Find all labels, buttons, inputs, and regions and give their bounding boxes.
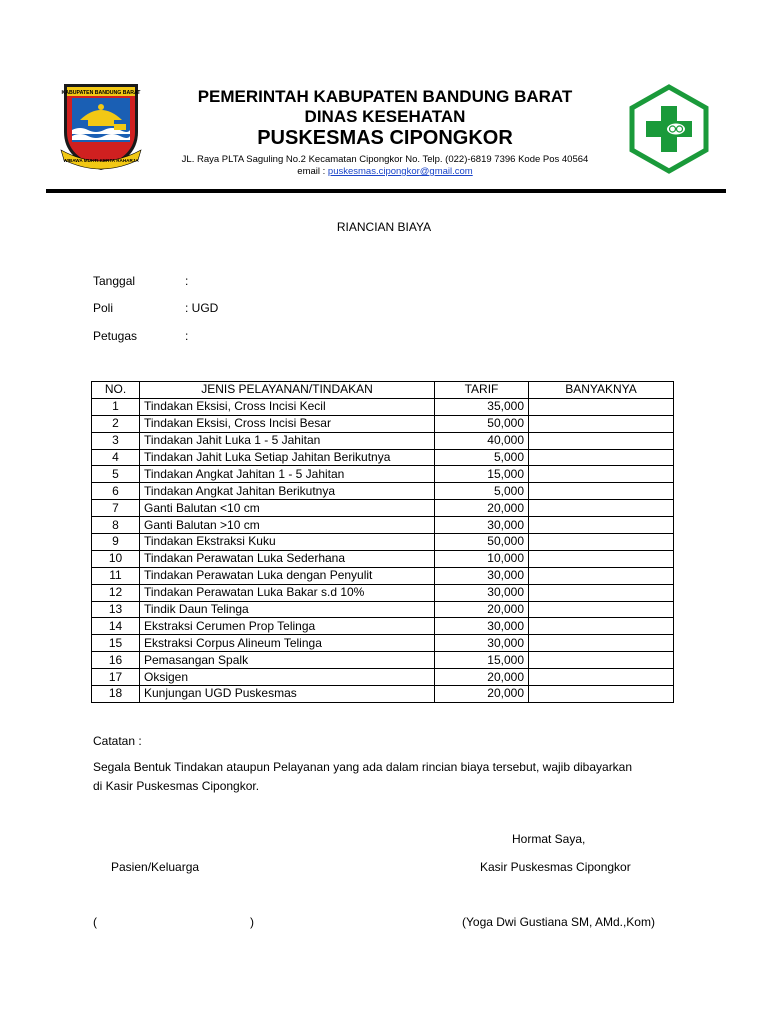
- table-row: [92, 432, 674, 449]
- row-quantity[interactable]: [529, 618, 674, 635]
- row-no: 12: [92, 584, 140, 601]
- row-service: Pemasangan Spalk: [140, 652, 435, 669]
- row-quantity[interactable]: [529, 483, 674, 500]
- row-service: Tindakan Angkat Jahitan 1 - 5 Jahitan: [140, 466, 435, 483]
- table-row: [92, 483, 674, 500]
- row-quantity[interactable]: [529, 517, 674, 534]
- patient-sign-close: ): [250, 915, 254, 929]
- row-no: 11: [92, 567, 140, 584]
- patient-sign-open: (: [93, 915, 97, 929]
- row-no: 10: [92, 550, 140, 567]
- email-line: [160, 166, 610, 177]
- row-service: Kunjungan UGD Puskesmas: [140, 686, 435, 703]
- kbb-crest-logo: [58, 80, 144, 174]
- row-tariff: 15,000: [435, 652, 529, 669]
- row-no: 1: [92, 398, 140, 415]
- row-quantity[interactable]: [529, 652, 674, 669]
- header-quantity: BANYAKNYA: [529, 382, 674, 399]
- row-tariff: 30,000: [435, 584, 529, 601]
- header-service: JENIS PELAYANAN/TINDAKAN: [140, 382, 435, 399]
- facility-address: JL. Raya PLTA Saguling No.2 Kecamatan Cipongkor No. Telp. (022)-6819 7396 Kode Pos 40564: [181, 154, 589, 165]
- row-no: 2: [92, 415, 140, 432]
- row-no: 17: [92, 669, 140, 686]
- row-tariff: 5,000: [435, 449, 529, 466]
- row-service: Tindakan Perawatan Luka Bakar s.d 10%: [140, 584, 435, 601]
- row-service: Tindakan Perawatan Luka dengan Penyulit: [140, 567, 435, 584]
- patient-role: Pasien/Keluarga: [111, 860, 200, 874]
- row-quantity[interactable]: [529, 449, 674, 466]
- table-row: [92, 567, 674, 584]
- row-no: 16: [92, 652, 140, 669]
- date-value: :: [185, 274, 189, 288]
- row-quantity[interactable]: [529, 669, 674, 686]
- row-no: 13: [92, 601, 140, 618]
- crest-banner-text: KABUPATEN BANDUNG BARAT: [61, 90, 141, 96]
- row-tariff: 20,000: [435, 500, 529, 517]
- letterhead-divider: [46, 189, 726, 193]
- notes-label: Catatan :: [93, 734, 142, 748]
- row-tariff: 30,000: [435, 517, 529, 534]
- row-quantity[interactable]: [529, 550, 674, 567]
- row-quantity[interactable]: [529, 635, 674, 652]
- table-row: [92, 550, 674, 567]
- row-tariff: 30,000: [435, 567, 529, 584]
- row-service: Tindakan Jahit Luka 1 - 5 Jahitan: [140, 432, 435, 449]
- table-row: [92, 500, 674, 517]
- table-row: [92, 534, 674, 551]
- row-tariff: 50,000: [435, 534, 529, 551]
- table-row: [92, 415, 674, 432]
- row-service: Ekstraksi Cerumen Prop Telinga: [140, 618, 435, 635]
- row-service: Ganti Balutan >10 cm: [140, 517, 435, 534]
- table-row: [92, 517, 674, 534]
- regards-text: Hormat Saya,: [512, 832, 586, 846]
- row-quantity[interactable]: [529, 584, 674, 601]
- row-service: Ganti Balutan <10 cm: [140, 500, 435, 517]
- table-row: [92, 466, 674, 483]
- row-service: Tindik Daun Telinga: [140, 601, 435, 618]
- row-service: Tindakan Perawatan Luka Sederhana: [140, 550, 435, 567]
- notes-line-2: di Kasir Puskesmas Cipongkor.: [93, 779, 260, 793]
- document-title: RIANCIAN BIAYA: [336, 220, 432, 234]
- table-row: [92, 669, 674, 686]
- table-row: [92, 601, 674, 618]
- notes-line-1: Segala Bentuk Tindakan ataupun Pelayanan yang ada dalam rincian biaya tersebut, wajib dibayarkan: [93, 760, 633, 774]
- row-service: Tindakan Eksisi, Cross Incisi Kecil: [140, 398, 435, 415]
- row-tariff: 30,000: [435, 635, 529, 652]
- table-row: [92, 635, 674, 652]
- row-quantity[interactable]: [529, 415, 674, 432]
- row-quantity[interactable]: [529, 466, 674, 483]
- row-quantity[interactable]: [529, 686, 674, 703]
- row-quantity[interactable]: [529, 500, 674, 517]
- government-name: PEMERINTAH KABUPATEN BANDUNG BARAT: [197, 87, 573, 106]
- cashier-name: (Yoga Dwi Gustiana SM, AMd.,Kom): [462, 915, 655, 929]
- row-tariff: 5,000: [435, 483, 529, 500]
- table-row: [92, 449, 674, 466]
- row-tariff: 20,000: [435, 669, 529, 686]
- department-name: DINAS KESEHATAN: [304, 107, 466, 126]
- header-tariff: TARIF: [435, 382, 529, 399]
- row-no: 14: [92, 618, 140, 635]
- table-row: [92, 398, 674, 415]
- row-tariff: 50,000: [435, 415, 529, 432]
- clinic-label: Poli: [93, 301, 114, 315]
- fee-table: [91, 381, 674, 703]
- row-tariff: 30,000: [435, 618, 529, 635]
- row-service: Tindakan Eksisi, Cross Incisi Besar: [140, 415, 435, 432]
- crest-motto-text: WIBAWA MUKTI KERTA RAHARJA: [63, 158, 139, 163]
- row-service: Tindakan Jahit Luka Setiap Jahitan Berikutnya: [140, 449, 435, 466]
- table-row: [92, 618, 674, 635]
- table-row: [92, 584, 674, 601]
- puskesmas-logo: [626, 84, 712, 174]
- row-no: 18: [92, 686, 140, 703]
- row-quantity[interactable]: [529, 534, 674, 551]
- row-no: 7: [92, 500, 140, 517]
- row-no: 6: [92, 483, 140, 500]
- row-no: 5: [92, 466, 140, 483]
- row-no: 9: [92, 534, 140, 551]
- row-service: Tindakan Angkat Jahitan Berikutnya: [140, 483, 435, 500]
- table-row: [92, 686, 674, 703]
- row-tariff: 10,000: [435, 550, 529, 567]
- cashier-role: Kasir Puskesmas Cipongkor: [480, 860, 631, 874]
- row-service: Tindakan Ekstraksi Kuku: [140, 534, 435, 551]
- table-row: [92, 652, 674, 669]
- row-no: 4: [92, 449, 140, 466]
- row-no: 3: [92, 432, 140, 449]
- row-no: 15: [92, 635, 140, 652]
- row-tariff: 35,000: [435, 398, 529, 415]
- date-label: Tanggal: [93, 274, 136, 288]
- row-quantity[interactable]: [529, 432, 674, 449]
- row-tariff: 15,000: [435, 466, 529, 483]
- clinic-value: : UGD: [185, 301, 219, 315]
- row-quantity[interactable]: [529, 567, 674, 584]
- row-service: Ekstraksi Corpus Alineum Telinga: [140, 635, 435, 652]
- email-label: email :: [297, 166, 328, 177]
- row-no: 8: [92, 517, 140, 534]
- officer-label: Petugas: [93, 329, 138, 343]
- row-tariff: 20,000: [435, 601, 529, 618]
- row-tariff: 40,000: [435, 432, 529, 449]
- row-service: Oksigen: [140, 669, 435, 686]
- email-link[interactable]: puskesmas.cipongkor@gmail.com: [327, 166, 473, 177]
- officer-value: :: [185, 329, 189, 343]
- header-no: NO.: [92, 382, 140, 399]
- table-header-row: [92, 382, 674, 399]
- facility-name: PUSKESMAS CIPONGKOR: [257, 127, 513, 149]
- row-quantity[interactable]: [529, 601, 674, 618]
- row-tariff: 20,000: [435, 686, 529, 703]
- row-quantity[interactable]: [529, 398, 674, 415]
